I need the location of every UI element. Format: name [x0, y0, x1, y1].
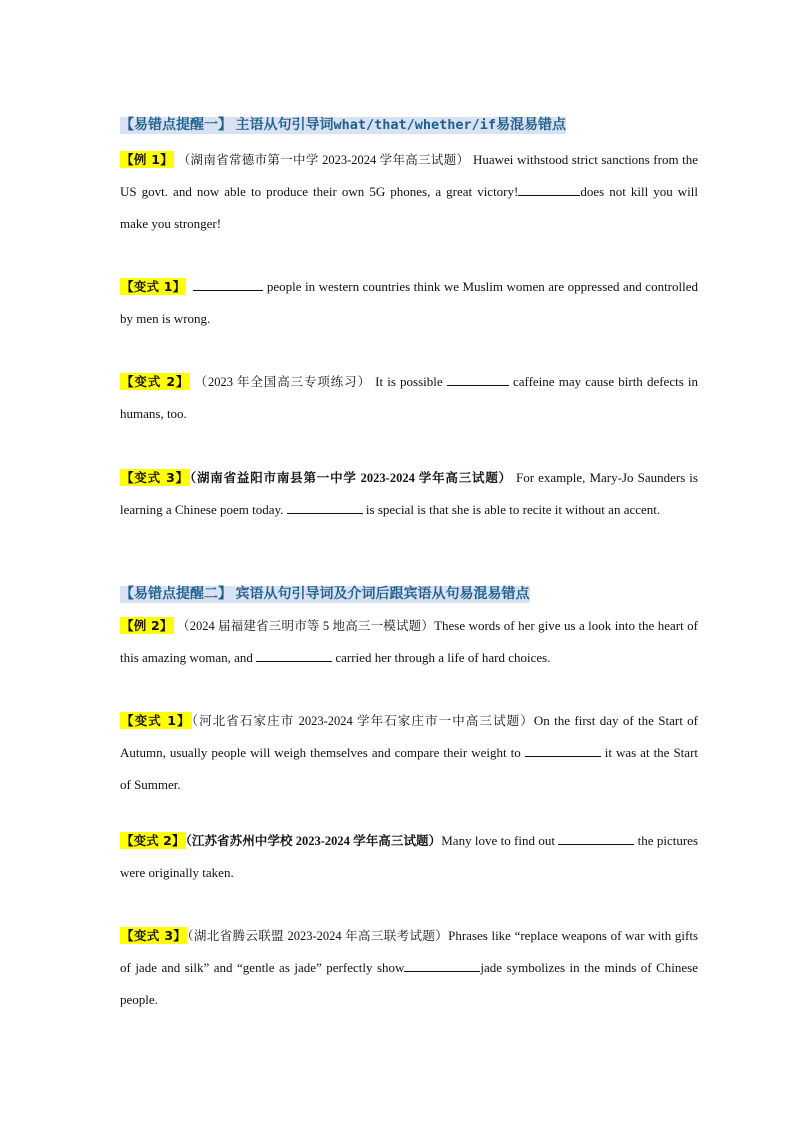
section-heading-1-open: 【易错点提醒一】 — [120, 118, 232, 133]
variant-2-3-blank[interactable] — [404, 959, 480, 972]
variant-1-1-text-b: people in western countries think we Muslim women are oppressed and controlled by men is wrong. — [120, 279, 698, 326]
variant-2-1-text-a: On the first day of the Start of Autumn, usually people will weigh themselves and compare their weight to — [120, 713, 698, 760]
variant-2-2 — [120, 825, 698, 889]
variant-1-2-tag: 【变式 2】 — [121, 374, 190, 389]
variant-2-3-text-b: jade symbolizes in the minds of Chinese people. — [120, 960, 698, 1007]
variant-2-3 — [120, 920, 698, 1016]
variant-1-2-text-a: It is possible — [375, 374, 443, 389]
variant-2-2-text-b: the pictures were originally taken. — [120, 833, 699, 880]
variant-1-1 — [120, 271, 698, 335]
variant-2-3-tag: 【变式 3】 — [121, 928, 187, 943]
example-1-tag: 【例 1】 — [121, 152, 174, 167]
example-2-blank[interactable] — [256, 649, 332, 662]
variant-1-3-text-a: For example, Mary-Jo Saunders is learning a Chinese poem today. — [120, 470, 698, 517]
variant-1-3-source: （湖南省益阳市南县第一中学 2023-2024 学年高三试题） — [189, 471, 512, 485]
section-heading-1 — [120, 114, 566, 136]
variant-2-1 — [120, 705, 698, 801]
example-2 — [120, 610, 698, 674]
variant-2-3-text-a: Phrases like “replace weapons of war with gifts of jade and silk” and “gentle as jade” perfectly show — [120, 928, 698, 975]
variant-1-2-source: （2023 年全国高三专项练习） — [194, 375, 371, 389]
variant-2-2-text-a: Many love to find out — [441, 833, 555, 848]
variant-2-2-tag: 【变式 2】 — [121, 833, 185, 848]
variant-2-1-source: （河北省石家庄市 2023-2024 学年石家庄市一中高三试题） — [191, 714, 534, 728]
section-heading-1-en: what/that/whether/if — [333, 117, 497, 133]
variant-1-1-blank[interactable] — [193, 278, 263, 291]
example-1-text-b: does not kill you will make you stronger! — [120, 184, 698, 231]
section-heading-2 — [120, 584, 530, 606]
variant-2-2-blank[interactable] — [558, 832, 634, 845]
example-2-text-a: These words of her give us a look into the heart of this amazing woman, and — [120, 618, 699, 665]
variant-2-1-text-b: it was at the Start of Summer. — [120, 745, 699, 792]
variant-1-3-text-b: is special is that she is able to recite it without an accent. — [365, 502, 661, 517]
section-heading-2-cn: 宾语从句引导词及介词后跟宾语从句易混易错点 — [232, 587, 530, 602]
example-1-text-a: Huawei withstood strict sanctions from the US govt. and now able to produce their own 5G phones, a great victory! — [120, 152, 699, 199]
variant-1-2-blank[interactable] — [447, 373, 509, 386]
example-1-blank[interactable] — [518, 183, 580, 196]
example-1 — [120, 144, 698, 240]
example-2-source: （2024 届福建省三明市等 5 地高三一模试题） — [177, 619, 435, 633]
example-1-source: （湖南省常德市第一中学 2023-2024 学年高三试题） — [177, 153, 470, 167]
variant-2-1-blank[interactable] — [525, 744, 601, 757]
variant-1-2-text-b: caffeine may cause birth defects in humans, too. — [120, 374, 699, 421]
example-2-text-b: carried her through a life of hard choices. — [335, 650, 551, 665]
example-2-tag: 【例 2】 — [121, 618, 173, 633]
section-heading-1-cn: 主语从句引导词 — [232, 118, 334, 133]
variant-1-1-tag: 【变式 1】 — [121, 279, 186, 294]
variant-2-2-source: （江苏省苏州中学校 2023-2024 学年高三试题） — [185, 834, 442, 848]
variant-1-3-tag: 【变式 3】 — [121, 470, 189, 485]
variant-1-3 — [120, 462, 698, 526]
variant-2-1-tag: 【变式 1】 — [121, 713, 191, 728]
variant-1-3-blank[interactable] — [287, 501, 363, 514]
variant-1-2 — [120, 366, 698, 430]
section-heading-1-tail: 易混易错点 — [496, 118, 567, 133]
variant-2-3-source: （湖北省腾云联盟 2023-2024 年高三联考试题） — [187, 929, 449, 943]
section-heading-2-open: 【易错点提醒二】 — [120, 587, 232, 602]
